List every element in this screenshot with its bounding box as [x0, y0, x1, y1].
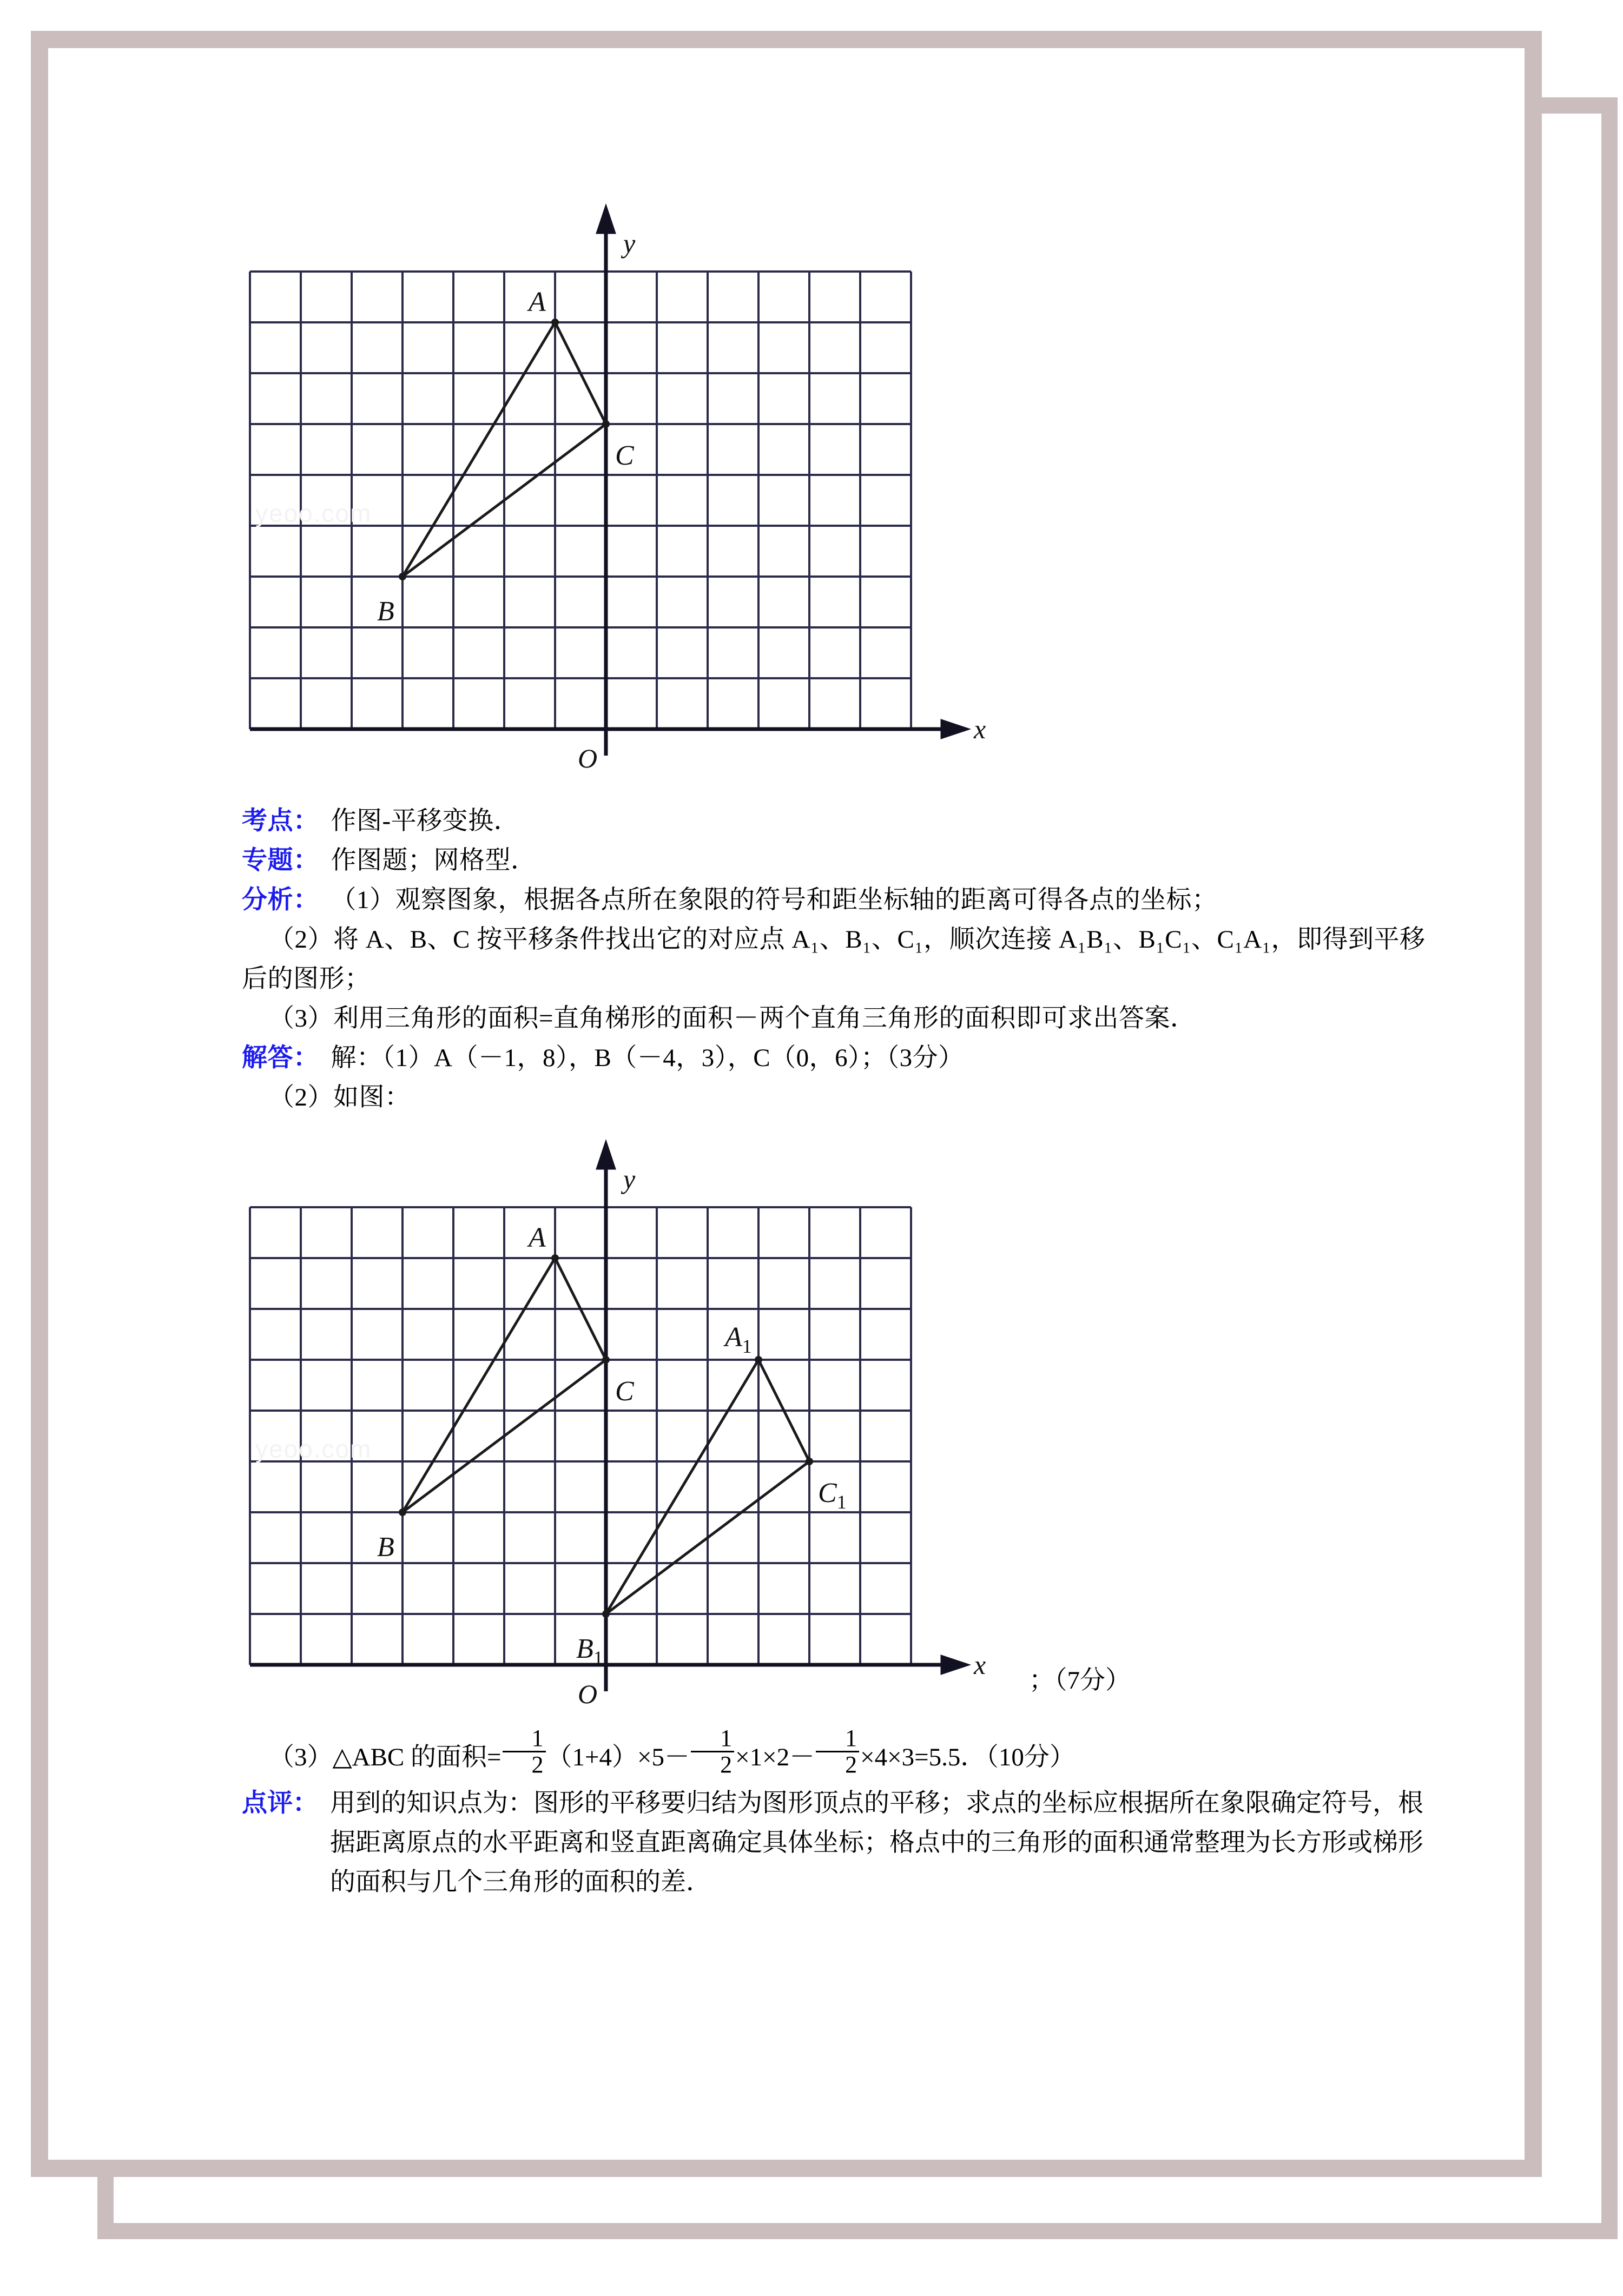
vertex-label-b1: $B_1$ — [576, 1633, 603, 1669]
kaodian-text: 作图-平移变换． — [331, 807, 520, 835]
area-mid-2: ×1×2－ — [735, 1743, 815, 1771]
y-axis-label: y — [623, 1164, 636, 1194]
y-axis-arrow — [598, 1145, 613, 1168]
jieda-line-2: （2）如图： — [269, 1083, 411, 1111]
origin-label: O — [578, 743, 598, 773]
area-formula-line — [242, 1726, 1427, 1777]
fenxi-line-3: （3）利用三角形的面积=直角梯形的面积－两个直角三角形的面积即可求出答案． — [269, 1004, 1196, 1033]
figure-triangle-abc-translated — [217, 1123, 1061, 1724]
vertex-label-b: B — [377, 1532, 394, 1563]
figure-triangle-abc — [217, 188, 1061, 788]
page-content — [31, 31, 1542, 2177]
fraction-one-half-1 — [503, 1726, 546, 1777]
y-axis-label: y — [623, 228, 636, 259]
fenxi-label: 分析： — [242, 886, 319, 914]
figure-2-score-note: ；（7分） — [1029, 1666, 1131, 1695]
zhuanti-text: 作图题；网格型． — [331, 846, 537, 875]
row-jieda — [242, 1038, 1427, 1078]
kaodian-label: 考点： — [242, 807, 319, 835]
x-axis-label: x — [974, 1650, 986, 1680]
frac1-denominator: 2 — [531, 1751, 544, 1778]
solution-text-block — [242, 802, 1427, 1117]
fenxi-line-2: （2）将 A、B、C 按平移条件找出它的对应点 A₁、B₁、C₁，顺次连接 A₁B₁、B₁C₁、C₁A₁，即得到平移后的图形； — [242, 925, 1426, 993]
row-dianping — [242, 1784, 1427, 1902]
x-axis-arrow — [942, 722, 965, 737]
vertex-label-a1: $A_1$ — [725, 1322, 752, 1357]
watermark-2: yeoo.com — [255, 1435, 372, 1463]
frac2-numerator: 1 — [691, 1726, 734, 1752]
origin-label: O — [578, 1679, 598, 1709]
area-mid-1: （1+4）×5－ — [546, 1743, 690, 1771]
fraction-one-half-3 — [816, 1726, 859, 1777]
frac1-numerator: 1 — [503, 1726, 546, 1752]
vertex-label-a: A — [529, 1222, 546, 1253]
row-fenxi — [242, 881, 1427, 920]
figure-1-svg — [217, 188, 1061, 788]
grid-lines — [250, 272, 911, 729]
area-and-comment-block — [242, 1726, 1427, 1902]
x-axis-label: x — [974, 714, 986, 744]
x-axis-arrow — [942, 1657, 965, 1672]
zhuanti-label: 专题： — [242, 846, 319, 875]
jieda-label: 解答： — [242, 1044, 319, 1072]
watermark-1: yeoo.com — [255, 499, 372, 527]
vertex-label-c1: $C_1$ — [818, 1478, 847, 1513]
frac2-denominator: 2 — [720, 1751, 733, 1778]
frac3-numerator: 1 — [816, 1726, 859, 1752]
row-kaodian — [242, 802, 1427, 841]
grid-lines — [250, 1207, 911, 1665]
vertex-label-c: C — [615, 1376, 634, 1407]
y-axis-arrow — [598, 209, 613, 232]
fraction-one-half-2 — [691, 1726, 734, 1777]
dianping-text: 用到的知识点为：图形的平移要归结为图形顶点的平移；求点的坐标应根据所在象限确定符号，根据距离原点的水平距离和竖直距离确定具体坐标；格点中的三角形的面积通常整理为长方形或梯形的面积与几个三角形的面积的差． — [330, 1789, 1423, 1896]
row-zhuanti — [242, 841, 1427, 881]
area-prefix: （3）△ABC 的面积= — [269, 1743, 502, 1771]
fenxi-line-1: （1）观察图象，根据各点所在象限的符号和距坐标轴的距离可得各点的坐标； — [331, 886, 1218, 914]
figure-2-svg — [217, 1123, 1061, 1724]
vertex-label-c: C — [615, 440, 634, 471]
area-mid-3: ×4×3=5.5．（10分） — [860, 1743, 1075, 1771]
frac3-denominator: 2 — [845, 1751, 857, 1778]
dianping-label: 点评： — [242, 1789, 318, 1817]
jieda-line-1: 解：（1）A（－1，8），B（－4，3），C（0，6）；（3分） — [331, 1044, 964, 1072]
vertex-label-a: A — [529, 287, 546, 317]
vertex-label-b: B — [377, 596, 394, 627]
axes — [250, 209, 965, 756]
